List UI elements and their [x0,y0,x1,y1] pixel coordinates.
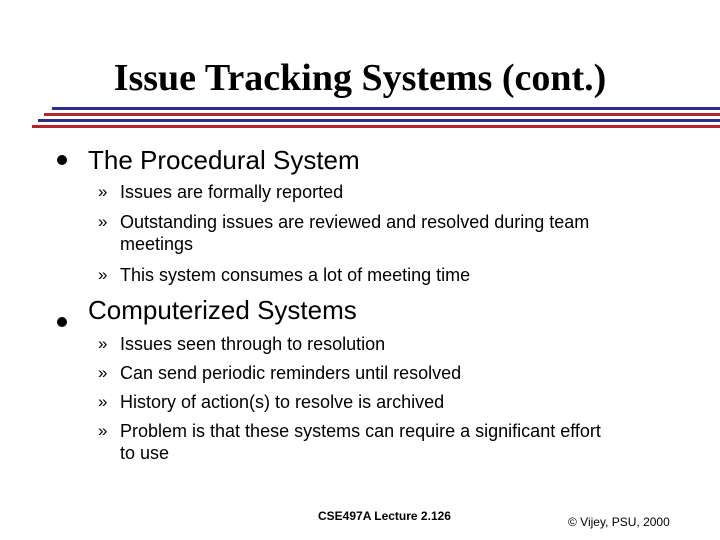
sub-bullet-marker: » [98,265,108,284]
sub-item: This system consumes a lot of meeting time [120,265,471,285]
section-heading-procedural: The Procedural System [88,145,360,175]
bullet-icon [57,155,67,165]
divider-stripe-red-2 [32,125,720,128]
sub-item: Outstanding issues are reviewed and resolved during team [120,212,590,232]
sub-item: Issues are formally reported [120,182,344,202]
sub-bullet-marker: » [98,421,108,440]
divider-stripe-red-1 [44,113,720,116]
divider-stripe-blue-2 [38,119,720,122]
sub-item: Issues seen through to resolution [120,334,386,354]
sub-bullet-marker: » [98,392,108,411]
sub-bullet-marker: » [98,334,108,353]
sub-bullet-marker: » [98,363,108,382]
sub-item-continuation: to use [120,443,170,463]
footer-copyright: © Vijey, PSU, 2000 [568,515,670,529]
sub-item-continuation: meetings [120,234,194,254]
sub-item: Can send periodic reminders until resolved [120,363,462,383]
section-heading-computerized: Computerized Systems [88,295,357,325]
sub-item: Problem is that these systems can require a significant effort [120,421,601,441]
sub-bullet-marker: » [98,212,108,231]
divider-stripe-blue-top [52,107,720,110]
title-divider [0,107,720,131]
sub-bullet-marker: » [98,182,108,201]
slide-title: Issue Tracking Systems (cont.) [113,57,607,99]
bullet-icon [57,317,67,327]
sub-item: History of action(s) to resolve is archived [120,392,445,412]
footer-lecture: CSE497A Lecture 2.126 [318,509,451,523]
